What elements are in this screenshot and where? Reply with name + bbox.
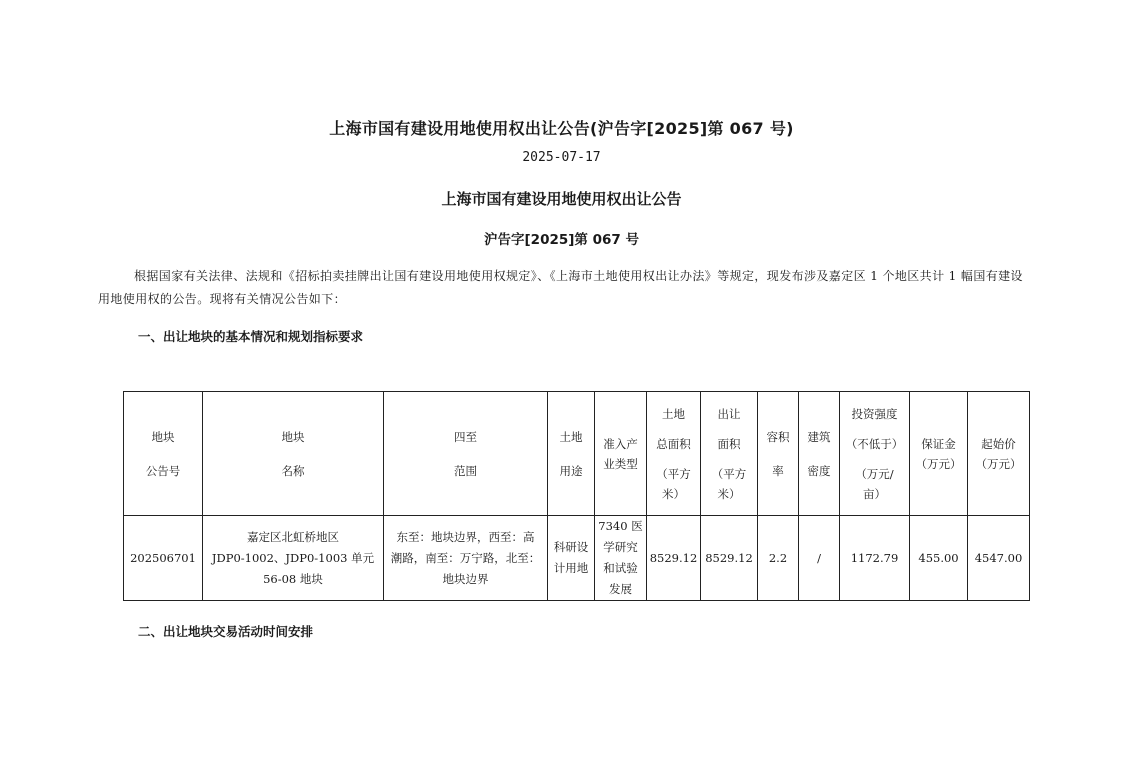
header-plot-no	[124, 392, 203, 516]
cell-text: 56-08 地块	[263, 571, 323, 586]
intro-paragraph: 根据国家有关法律、法规和《招标拍卖挂牌出让国有建设用地使用权规定》、《上海市土地使用权出让办法》等规定，现发布涉及嘉定区 1 个地区共计 1 幅国有建设用地使用权的公告。现将有关情况公告如下：	[98, 269, 1023, 306]
header-text: （万元）	[915, 456, 962, 471]
cell-text: 计用地	[553, 561, 589, 575]
header-text: （万元）	[975, 456, 1022, 471]
cell-text: JDP0-1002、JDP0-1003 单元	[211, 550, 375, 565]
cell-text: 7340 医	[598, 519, 643, 533]
cell-total-area: 8529.12	[647, 516, 701, 601]
section-heading-basic-info: 一、出让地块的基本情况和规划指标要求	[138, 329, 364, 344]
header-text: 保证金	[921, 436, 956, 451]
cell-floor-area-ratio: 2.2	[758, 516, 799, 601]
header-text: 出让	[717, 406, 741, 421]
cell-start-price: 4547.00	[968, 516, 1030, 601]
cell-text: 潮路，南至：万宁路，北至：	[390, 550, 541, 565]
cell-text: 学研究	[603, 540, 638, 554]
header-investment-intensity	[840, 392, 910, 516]
header-sale-area	[701, 392, 758, 516]
header-text: 米）	[662, 486, 685, 501]
cell-deposit: 455.00	[910, 516, 968, 601]
cell-industry-type	[595, 516, 647, 601]
header-text: 地块	[281, 429, 305, 444]
table-header-row	[124, 392, 1030, 516]
header-text: 建筑	[807, 429, 831, 444]
header-land-use	[548, 392, 595, 516]
header-text: （平方	[711, 466, 747, 481]
header-text: 名称	[281, 463, 305, 478]
header-text: 米）	[717, 486, 741, 501]
header-text: 亩）	[863, 486, 886, 501]
cell-plot-name	[203, 516, 384, 601]
header-text: 用途	[559, 463, 583, 478]
cell-sale-area: 8529.12	[701, 516, 758, 601]
header-boundaries	[384, 392, 548, 516]
announcement-title: 上海市国有建设用地使用权出让公告	[441, 190, 682, 208]
cell-text: 科研设	[553, 540, 589, 554]
header-text: 总面积	[656, 436, 691, 451]
cell-plot-no: 202506701	[124, 516, 203, 601]
cell-text: 东至：地块边界，西至：高	[396, 529, 535, 544]
header-text: 地块	[151, 429, 175, 444]
header-building-density	[799, 392, 840, 516]
cell-text: 嘉定区北虹桥地区	[247, 529, 339, 544]
header-text: 公告号	[145, 463, 181, 478]
header-text: 土地	[559, 429, 583, 444]
header-text: （平方	[656, 466, 691, 481]
header-text: 投资强度	[851, 406, 898, 421]
cell-text: 和试验	[603, 561, 638, 575]
header-text: 范围	[454, 463, 477, 478]
header-text: 面积	[717, 436, 741, 451]
cell-land-use	[548, 516, 595, 601]
cell-building-density: /	[799, 516, 840, 601]
header-total-area	[647, 392, 701, 516]
header-text: 起始价	[981, 436, 1016, 451]
header-floor-area-ratio	[758, 392, 799, 516]
header-text: （不低于）	[845, 436, 904, 451]
header-plot-name	[203, 392, 384, 516]
header-text: 业类型	[603, 456, 638, 471]
document-number: 沪告字[2025]第 067 号	[484, 232, 639, 248]
header-start-price	[968, 392, 1030, 516]
publish-date: 2025-07-17	[522, 150, 601, 165]
cell-text: 发展	[609, 582, 632, 596]
land-plot-table	[123, 391, 1030, 601]
page-title: 上海市国有建设用地使用权出让公告(沪告字[2025]第 067 号)	[329, 119, 794, 138]
header-deposit	[910, 392, 968, 516]
header-text: 土地	[662, 406, 685, 421]
cell-investment-intensity: 1172.79	[840, 516, 910, 601]
header-text: 四至	[454, 429, 477, 444]
header-industry-type	[595, 392, 647, 516]
header-text: （万元/	[855, 466, 894, 481]
cell-text: 地块边界	[442, 571, 489, 586]
header-text: 准入产	[603, 436, 638, 451]
header-text: 容积	[766, 429, 790, 444]
table-row	[124, 516, 1030, 601]
header-text: 密度	[807, 463, 831, 478]
header-text: 率	[772, 463, 784, 478]
section-heading-schedule: 二、出让地块交易活动时间安排	[138, 624, 314, 639]
cell-boundaries	[384, 516, 548, 601]
